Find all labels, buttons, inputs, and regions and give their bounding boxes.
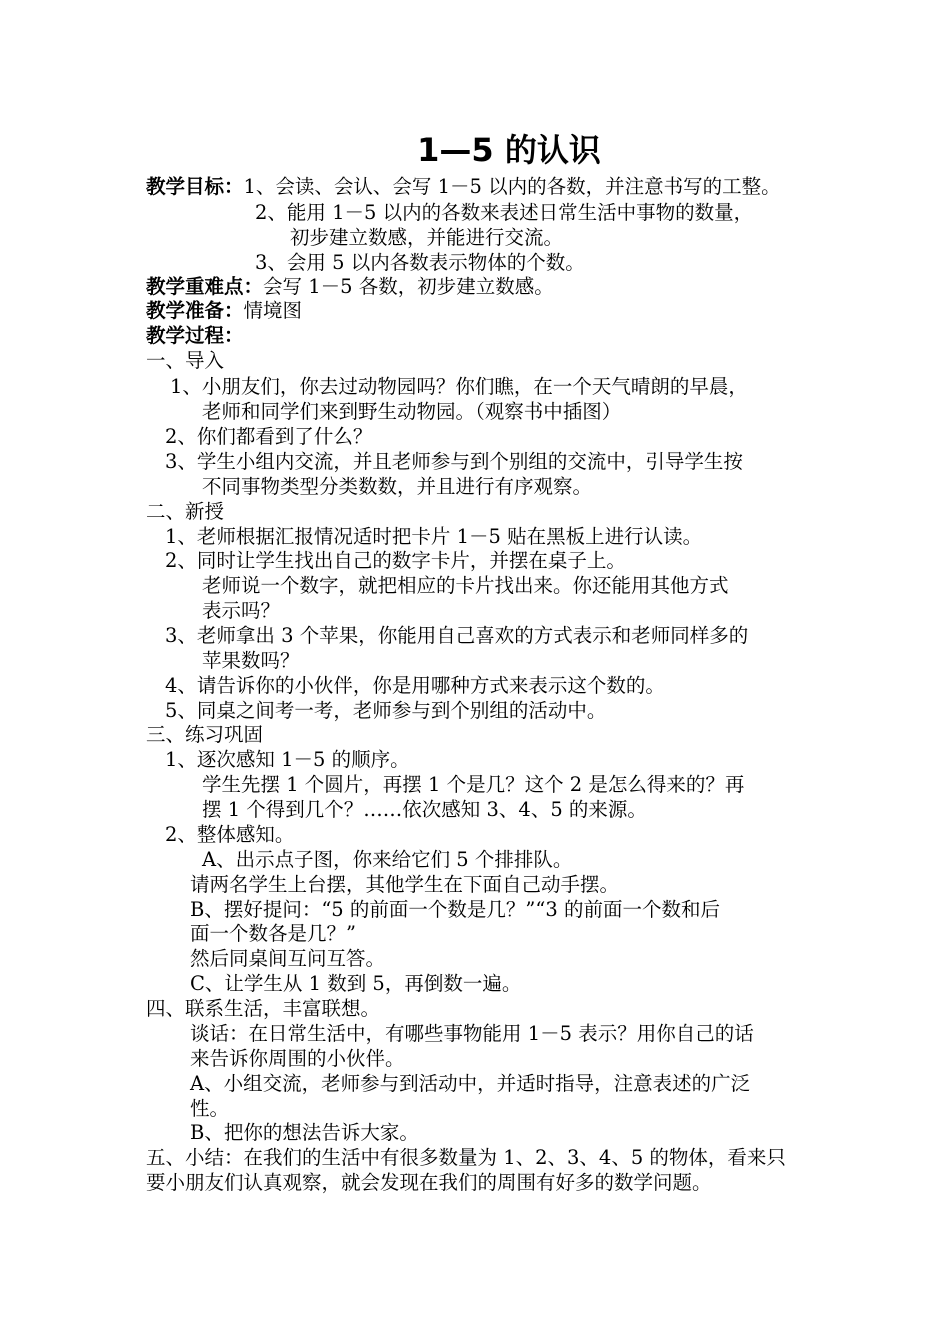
goals-item-2a: 2、能用 1－5 以内的各数来表述日常生活中事物的数量， xyxy=(255,201,754,224)
section-3-item-b1: B、摆好提问：“5 的前面一个数是几？”“3 的前面一个数和后 xyxy=(190,898,720,921)
section-1-item-3a: 3、学生小组内交流，并且老师参与到个别组的交流中，引导学生按 xyxy=(165,450,743,473)
key-label: 教学重难点： xyxy=(146,275,264,298)
page-title: 1—5 的认识 xyxy=(417,131,601,169)
section-1-item-1a: 1、小朋友们，你去过动物园吗？你们瞧，在一个天气晴朗的早晨， xyxy=(170,375,748,398)
section-3-item-1: 1、逐次感知 1－5 的顺序。 xyxy=(165,748,410,771)
prep-label: 教学准备： xyxy=(146,299,244,322)
section-3-item-b2: 面一个数各是几？” xyxy=(190,922,356,945)
section-3-item-a2: 请两名学生上台摆，其他学生在下面自己动手摆。 xyxy=(190,873,620,896)
section-3-item-1c: 摆 1 个得到几个？……依次感知 3、4、5 的来源。 xyxy=(202,798,647,821)
process-label: 教学过程： xyxy=(146,324,244,347)
section-5-line-2: 要小朋友们认真观察，就会发现在我们的周围有好多的数学问题。 xyxy=(146,1171,712,1194)
section-4-item-a2: 性。 xyxy=(190,1097,230,1120)
goals-item-2b: 初步建立数感，并能进行交流。 xyxy=(290,226,564,249)
goals-item-1: 1、会读、会认、会写 1－5 以内的各数，并注意书写的工整。 xyxy=(243,175,781,198)
section-4-talk-2: 来告诉你周围的小伙伴。 xyxy=(190,1047,405,1070)
section-2-item-4: 4、请告诉你的小伙伴，你是用哪种方式来表示这个数的。 xyxy=(165,674,665,697)
section-2-item-5: 5、同桌之间考一考，老师参与到个别组的活动中。 xyxy=(165,699,607,722)
section-3-item-b3: 然后同桌间互问互答。 xyxy=(190,947,386,970)
key-points-line xyxy=(146,274,554,300)
section-2-heading: 二、新授 xyxy=(146,500,225,523)
key-text: 会写 1－5 各数，初步建立数感。 xyxy=(263,275,554,298)
section-4-talk-1: 谈话：在日常生活中，有哪些事物能用 1－5 表示？用你自己的话 xyxy=(190,1022,754,1045)
section-2-item-3b: 苹果数吗？ xyxy=(202,649,300,672)
section-3-item-a: A、出示点子图，你来给它们 5 个排排队。 xyxy=(202,848,573,871)
prep-line xyxy=(146,298,302,324)
section-1-item-2: 2、你们都看到了什么？ xyxy=(165,425,373,448)
prep-text: 情境图 xyxy=(243,299,303,322)
section-2-item-2c: 表示吗？ xyxy=(202,599,281,622)
section-3-item-1b: 学生先摆 1 个圆片，再摆 1 个是几？这个 2 是怎么得来的？再 xyxy=(202,773,745,796)
section-1-heading: 一、导入 xyxy=(146,349,225,372)
section-2-item-3a: 3、老师拿出 3 个苹果，你能用自己喜欢的方式表示和老师同样多的 xyxy=(165,624,749,647)
goals-item-3: 3、会用 5 以内各数表示物体的个数。 xyxy=(255,251,585,274)
section-3-item-2: 2、整体感知。 xyxy=(165,823,295,846)
section-1-item-3b: 不同事物类型分类数数，并且进行有序观察。 xyxy=(202,475,593,498)
section-3-heading: 三、练习巩固 xyxy=(146,723,264,746)
goals-label: 教学目标： xyxy=(146,175,244,198)
section-2-item-2: 2、同时让学生找出自己的数字卡片，并摆在桌子上。 xyxy=(165,549,626,572)
goals-line-1 xyxy=(146,174,781,200)
section-4-item-b: B、把你的想法告诉大家。 xyxy=(190,1121,419,1144)
section-3-item-c: C、让学生从 1 数到 5，再倒数一遍。 xyxy=(190,972,522,995)
section-2-item-1: 1、老师根据汇报情况适时把卡片 1－5 贴在黑板上进行认读。 xyxy=(165,525,703,548)
section-4-item-a1: A、小组交流，老师参与到活动中，并适时指导，注意表述的广泛 xyxy=(190,1072,751,1095)
section-4-heading: 四、联系生活，丰富联想。 xyxy=(146,997,381,1020)
section-5-line-1: 五、小结：在我们的生活中有很多数量为 1、2、3、4、5 的物体，看来只 xyxy=(146,1146,786,1169)
section-2-item-2b: 老师说一个数字，就把相应的卡片找出来。你还能用其他方式 xyxy=(202,574,729,597)
section-1-item-1b: 老师和同学们来到野生动物园。（观察书中插图） xyxy=(202,400,622,423)
